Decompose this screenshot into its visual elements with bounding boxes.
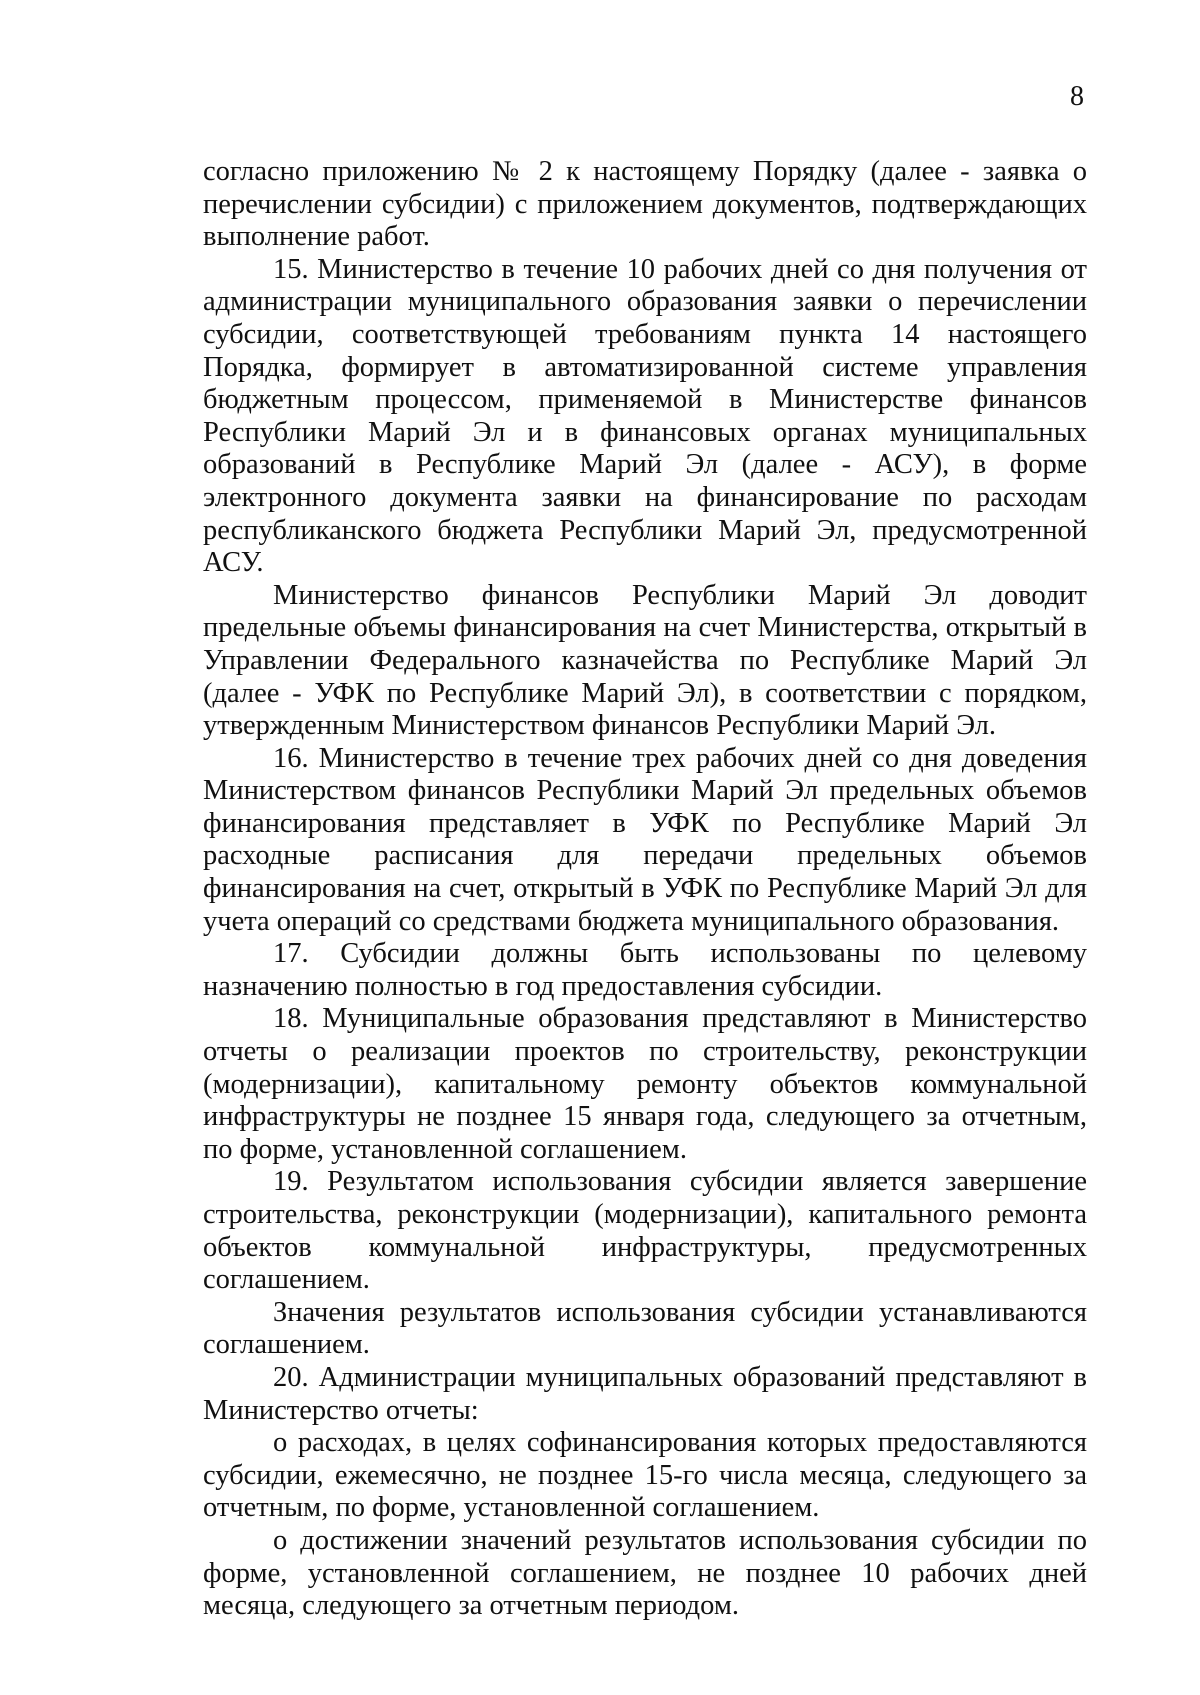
paragraph-continuation: согласно приложению № 2 к настоящему Порядку (далее - заявка о перечислении субсидии) с приложением документов, подтверждающих выполнение работ.	[203, 156, 1087, 253]
page-number: 8	[1070, 81, 1084, 112]
paragraph-item-18: 18. Муниципальные образования представляют в Министерство отчеты о реализации проектов по строительству, реконструкции (модернизации), капитальному ремонту объектов коммунальной инфраструктуры не позднее 15 января года, следующего за отчетным, по форме, установленной соглашением.	[203, 1003, 1087, 1165]
paragraph-item-15: 15. Министерство в течение 10 рабочих дней со дня получения от администрации муниципального образования заявки о перечислении субсидии, соответствующей требованиям пункта 14 настоящего Порядка, формирует в автоматизированной системе управления бюджетным процессом, применяемой в Министерстве финансов Республики Марий Эл и в финансовых органах муниципальных образований в Республике Марий Эл (далее - АСУ), в форме электронного документа заявки на финансирование по расходам республиканского бюджета Республики Марий Эл, предусмотренной АСУ.	[203, 253, 1087, 579]
paragraph-result-values: Значения результатов использования субсидии устанавливаются соглашением.	[203, 1296, 1087, 1361]
paragraph-results-reports: о достижении значений результатов использования субсидии по форме, установленной соглашением, не позднее 10 рабочих дней месяца, следующего за отчетным периодом.	[203, 1524, 1087, 1622]
paragraph-item-16: 16. Министерство в течение трех рабочих дней со дня доведения Министерством финансов Республики Марий Эл предельных объемов финансирования представляет в УФК по Республике Марий Эл расходные расписания для передачи предельных объемов финансирования на счет, открытый в УФК по Республике Марий Эл для учета операций со средствами бюджета муниципального образования.	[203, 742, 1087, 937]
document-body	[203, 156, 1087, 1623]
paragraph-expense-reports: о расходах, в целях софинансирования которых предоставляются субсидии, ежемесячно, не позднее 15-го числа месяца, следующего за отчетным, по форме, установленной соглашением.	[203, 1427, 1087, 1524]
paragraph-item-17: 17. Субсидии должны быть использованы по целевому назначению полностью в год предоставления субсидии.	[203, 938, 1087, 1002]
paragraph-item-19: 19. Результатом использования субсидии является завершение строительства, реконструкции (модернизации), капитального ремонта объектов коммунальной инфраструктуры, предусмотренных соглашением.	[203, 1166, 1087, 1296]
paragraph-item-20: 20. Администрации муниципальных образований представляют в Министерство отчеты:	[203, 1361, 1087, 1426]
paragraph-minfin-limits: Министерство финансов Республики Марий Эл доводит предельные объемы финансирования на счет Министерства, открытый в Управлении Федерального казначейства по Республике Марий Эл (далее - УФК по Республике Марий Эл), в соответствии с порядком, утвержденным Министерством финансов Республики Марий Эл.	[203, 579, 1087, 742]
